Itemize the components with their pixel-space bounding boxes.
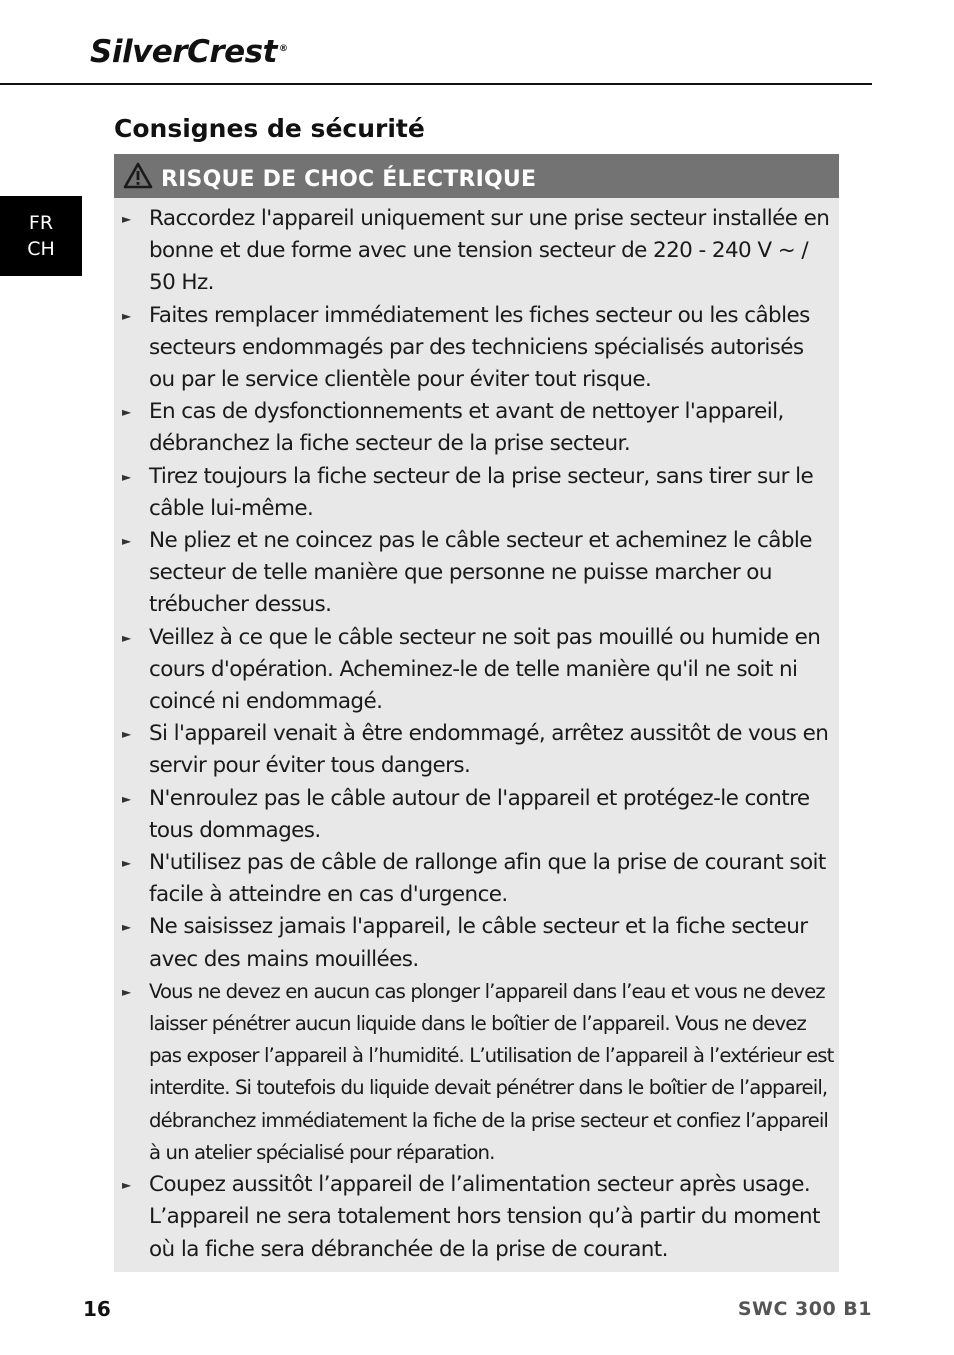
list-item [114,911,839,975]
list-item-text: N'utilisez pas de câble de rallonge afin que la prise de courant soit facile à atteindre en cas d'urgence. [149,850,826,908]
list-item [114,300,839,397]
list-item [114,622,839,719]
header-rule [0,83,872,85]
bullet-arrow-icon: ► [122,1178,131,1193]
list-item-text: Faites remplacer immédiatement les fiches secteur ou les câbles secteurs endommagés par des techniciens spécialisés autorisés ou par le service clientèle pour éviter tout risque. [149,302,810,393]
language-tab-line2: CH [27,238,55,260]
language-tab [0,196,82,276]
warning-box [114,154,839,1272]
list-item [114,976,839,1169]
bullet-arrow-icon: ► [122,727,131,742]
language-tab-line1: FR [28,212,54,234]
model-number: SWC 300 B1 [737,1298,872,1320]
section-title: Consignes de sécurité [114,114,425,143]
list-item-text: Si l'appareil venait à être endommagé, arrêtez aussitôt de vous en servir pour éviter tous dangers. [149,721,829,779]
bullet-arrow-icon: ► [122,791,131,806]
list-item-text: Ne saisissez jamais l'appareil, le câble secteur et la fiche secteur avec des mains mouillées. [149,914,808,972]
list-item [114,783,839,847]
bullet-arrow-icon: ► [122,405,131,420]
list-item-text: Tirez toujours la fiche secteur de la prise secteur, sans tirer sur le câble lui-même. [149,463,814,521]
list-item-text: N'enroulez pas le câble autour de l'appareil et protégez-le contre tous dommages. [149,785,810,843]
list-item-text: Coupez aussitôt l’appareil de l’alimentation secteur après usage. L’appareil ne sera totalement hors tension qu’à partir du moment où la fiche sera débranchée de la prise de courant. [149,1172,820,1262]
bullet-arrow-icon: ► [122,212,131,226]
warning-list [114,203,839,1266]
list-item [114,718,839,782]
warning-header [114,154,839,198]
list-item [114,847,839,911]
bullet-arrow-icon: ► [122,534,131,549]
bullet-arrow-icon: ► [122,984,131,999]
brand-name: SilverCrest [90,34,277,70]
registered-mark: ® [278,43,288,54]
list-item-text: Vous ne devez en aucun cas plonger l’appareil dans l’eau et vous ne devez laisser pénétrer aucun liquide dans le boîtier de l’appareil. Vous ne devez pas exposer l’appareil à l’humidité. L’utilisation de l’appareil à l’extérieur est interdite. Si toutefois du liquide devait pénétrer dans le boîtier de l’appareil, débranchez immédiatement la fiche de la prise secteur et confiez l’appareil à un atelier spécialisé pour réparation. [149,979,834,1164]
warning-heading: RISQUE DE CHOC ÉLECTRIQUE [161,166,537,192]
list-item [114,203,839,300]
list-item [114,461,839,525]
bullet-arrow-icon: ► [122,308,131,323]
list-item [114,525,839,622]
list-item-text: Ne pliez et ne coincez pas le câble secteur et acheminez le câble secteur de telle manière que personne ne puisse marcher ou trébucher dessus. [149,528,812,618]
bullet-arrow-icon: ► [122,469,131,484]
warning-triangle-icon [123,162,153,190]
brand-logo [90,34,287,70]
page-number: 16 [83,1297,111,1321]
list-item-text: Veillez à ce que le câble secteur ne soit pas mouillé ou humide en cours d'opération. Acheminez-le de telle manière qu'il ne soit ni coincé ni endommagé. [149,624,821,715]
list-item-text: Raccordez l'appareil uniquement sur une prise secteur installée en bonne et due forme avec une tension secteur de 220 - 240 V ~ / 50 Hz. [149,206,830,296]
list-item [114,1169,839,1266]
bullet-arrow-icon: ► [122,630,131,645]
bullet-arrow-icon: ► [122,856,131,871]
list-item [114,396,839,460]
bullet-arrow-icon: ► [122,920,131,935]
list-item-text: En cas de dysfonctionnements et avant de nettoyer l'appareil, débranchez la fiche secteur de la prise secteur. [149,399,784,457]
